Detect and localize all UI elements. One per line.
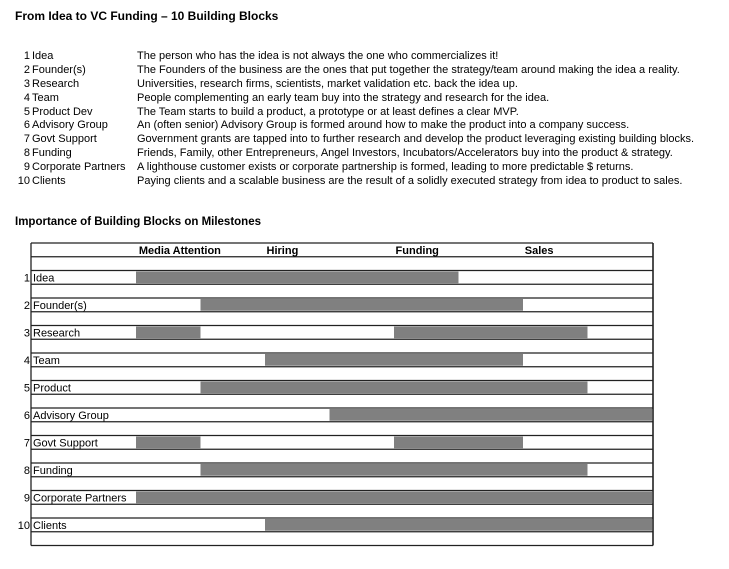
bar-product-1 [201, 382, 588, 394]
row-label: Clients [33, 519, 67, 532]
block-number: 9 [23, 161, 30, 174]
block-name: Founder(s) [32, 63, 86, 76]
row-label: Advisory Group [33, 409, 109, 422]
block-number: 4 [23, 91, 30, 104]
block-description: An (often senior) Advisory Group is formed around how to make the product into a company success. [137, 119, 630, 132]
block-description: Paying clients and a scalable business are the result of a solidly executed strategy from idea to product to sales. [137, 175, 683, 188]
row-label: Research [33, 327, 81, 340]
block-name: Idea [32, 50, 54, 62]
chart-title: Importance of Building Blocks on Milestones [15, 216, 261, 228]
block-description: A lighthouse customer exists or corporate partnership is formed, leading to more predictable $ returns. [137, 161, 634, 174]
row-number: 7 [23, 437, 30, 450]
row-number: 1 [23, 272, 30, 285]
milestone-label: Funding [395, 244, 439, 257]
bar-clients-1 [265, 519, 652, 531]
block-number: 10 [17, 175, 30, 188]
block-name: Corporate Partners [32, 161, 126, 174]
block-name: Clients [32, 175, 66, 188]
block-name: Funding [32, 147, 72, 160]
block-number: 8 [23, 147, 30, 160]
block-description: Friends, Family, other Entrepreneurs, Angel Investors, Incubators/Accelerators buy into the product & strategy. [137, 147, 673, 160]
milestone-label: Hiring [266, 244, 299, 257]
row-number: 6 [23, 409, 30, 422]
block-name: Govt Support [32, 133, 97, 146]
bar-idea-1 [136, 272, 459, 284]
block-description: Government grants are tapped into to further research and develop the product leveraging existing building blocks. [137, 133, 695, 146]
row-label: Funding [33, 464, 73, 477]
milestone-label: Media Attention [138, 244, 221, 257]
block-description: Universities, research firms, scientists, market validation etc. back the idea up. [137, 77, 518, 90]
bar-govt-support-1 [136, 437, 201, 449]
row-number: 10 [17, 519, 30, 532]
block-description: People complementing an early team buy into the strategy and research for the idea. [137, 91, 550, 104]
block-name: Advisory Group [32, 119, 108, 132]
block-number: 1 [23, 50, 30, 62]
bar-research-2 [394, 327, 588, 339]
row-number: 3 [23, 327, 30, 340]
row-number: 2 [23, 299, 30, 312]
row-label: Idea [33, 272, 55, 285]
block-name: Product Dev [32, 105, 93, 118]
row-number: 8 [23, 464, 30, 477]
row-number: 4 [23, 354, 30, 367]
bar-team-1 [265, 354, 523, 366]
bar-advisory-group-1 [330, 409, 653, 421]
block-number: 2 [23, 63, 30, 76]
bar-funding-1 [201, 464, 588, 476]
row-number: 9 [23, 492, 30, 505]
block-number: 7 [23, 133, 30, 146]
block-description: The Team starts to build a product, a prototype or at least defines a clear MVP. [137, 105, 519, 118]
block-number: 3 [23, 77, 30, 90]
bar-corporate-partners-1 [136, 492, 652, 504]
row-number: 5 [23, 382, 30, 395]
block-description: The person who has the idea is not always the one who commercializes it! [137, 50, 499, 62]
block-number: 5 [23, 105, 30, 118]
page-title: From Idea to VC Funding – 10 Building Blocks [15, 9, 279, 23]
block-description: The Founders of the business are the ones that put together the strategy/team around making the idea a reality. [137, 63, 680, 76]
row-label: Product [33, 382, 71, 395]
bar-founder-s--1 [201, 299, 524, 311]
bar-govt-support-2 [394, 437, 523, 449]
block-number: 6 [23, 119, 30, 132]
row-label: Founder(s) [33, 299, 87, 312]
row-label: Govt Support [33, 437, 98, 450]
row-label: Corporate Partners [33, 492, 127, 505]
block-name: Team [32, 91, 59, 104]
block-name: Research [32, 77, 80, 90]
row-label: Team [33, 354, 60, 367]
milestone-label: Sales [524, 244, 554, 257]
bar-research-1 [136, 327, 201, 339]
